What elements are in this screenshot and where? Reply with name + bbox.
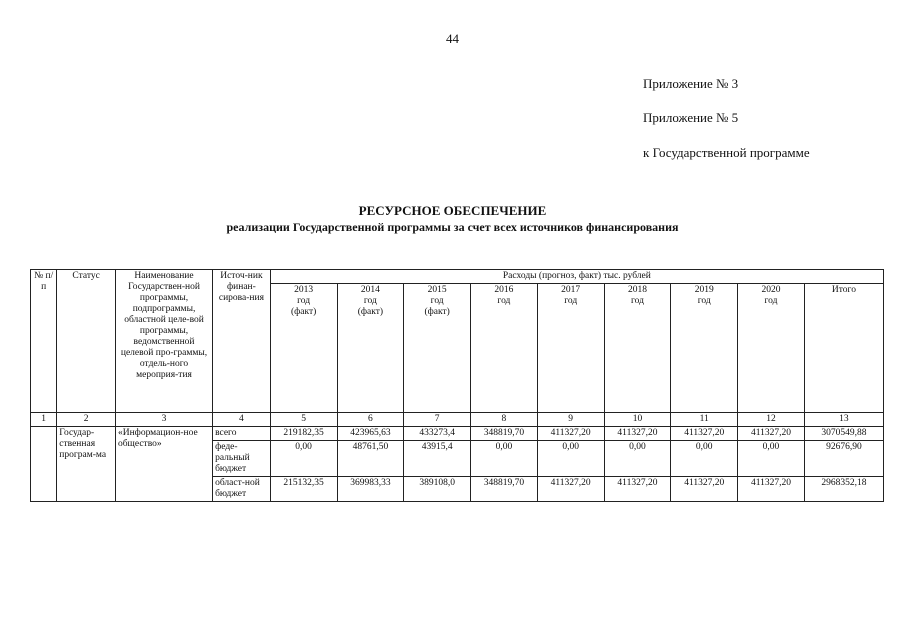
value-cell: 369983,33	[337, 477, 404, 502]
appendix-line-2: Приложение № 5	[643, 110, 739, 125]
year-header-year: 2018	[627, 285, 647, 295]
document-subtitle: реализации Государственной программы за счет всех источников финансирования	[226, 220, 679, 234]
column-number: 12	[738, 413, 805, 427]
value-cell: 0,00	[671, 441, 738, 477]
year-header-2016	[471, 284, 538, 413]
column-number: 2	[57, 413, 116, 427]
column-number: 1	[31, 413, 57, 427]
value-cell: 411327,20	[671, 477, 738, 502]
total-cell: 2968352,18	[804, 477, 883, 502]
column-number: 8	[471, 413, 538, 427]
column-number: 10	[604, 413, 671, 427]
value-cell: 411327,20	[738, 427, 805, 441]
header-source: Источ-ник финан-сирова-ния	[213, 270, 271, 413]
value-cell: 0,00	[537, 441, 604, 477]
year-header-year: 2017	[561, 285, 581, 295]
year-header-2017	[537, 284, 604, 413]
page-number: 44	[446, 31, 459, 46]
year-header-unit: год	[630, 296, 644, 306]
year-header-unit: год	[764, 296, 778, 306]
value-cell: 423965,63	[337, 427, 404, 441]
year-header-unit: год	[697, 296, 711, 306]
status-cell: Государ-ственная програм-ма	[57, 427, 116, 502]
value-cell: 348819,70	[471, 477, 538, 502]
header-expenses: Расходы (прогноз, факт) тыс. рублей	[270, 270, 883, 284]
total-cell: 3070549,88	[804, 427, 883, 441]
value-cell: 219182,35	[270, 427, 337, 441]
column-number: 13	[804, 413, 883, 427]
year-header-2013	[270, 284, 337, 413]
year-header-year: 2020	[761, 285, 781, 295]
year-header-unit: год	[564, 296, 578, 306]
column-number: 4	[213, 413, 271, 427]
value-cell: 433273,4	[404, 427, 471, 441]
value-cell: 0,00	[270, 441, 337, 477]
year-header-unit: год	[363, 296, 377, 306]
value-cell: 215132,35	[270, 477, 337, 502]
value-cell: 43915,4	[404, 441, 471, 477]
value-cell: 48761,50	[337, 441, 404, 477]
year-header-note: (факт)	[357, 307, 384, 317]
year-header-note: (факт)	[424, 307, 450, 317]
value-cell: 411327,20	[537, 477, 604, 502]
year-header-2019	[671, 284, 738, 413]
row-number-empty	[31, 427, 57, 502]
year-header-unit: год	[297, 296, 311, 306]
column-number: 6	[337, 413, 404, 427]
year-header-2015	[404, 284, 471, 413]
year-header-note: (факт)	[290, 307, 317, 317]
value-cell: 411327,20	[604, 427, 671, 441]
year-header-year: 2014	[360, 285, 380, 295]
value-cell: 411327,20	[537, 427, 604, 441]
value-cell: 0,00	[604, 441, 671, 477]
document-title: РЕСУРСНОЕ ОБЕСПЕЧЕНИЕ	[358, 203, 547, 218]
year-header-year: 2019	[694, 285, 714, 295]
column-number: 11	[671, 413, 738, 427]
resource-table	[30, 269, 884, 502]
source-regional: област-ной бюджет	[213, 477, 271, 502]
value-cell: 0,00	[471, 441, 538, 477]
year-header-unit: год	[430, 296, 444, 306]
header-total: Итого	[804, 284, 883, 413]
column-number: 9	[537, 413, 604, 427]
total-cell: 92676,90	[804, 441, 883, 477]
program-name-cell: «Информацион-ное общество»	[115, 427, 212, 502]
appendix-line-1: Приложение № 3	[643, 76, 739, 91]
column-number: 3	[115, 413, 212, 427]
year-header-unit: год	[497, 296, 511, 306]
value-cell: 411327,20	[671, 427, 738, 441]
year-header-2014	[337, 284, 404, 413]
appendix-line-3: к Государственной программе	[643, 145, 810, 160]
header-status: Статус	[57, 270, 116, 413]
year-header-year: 2016	[494, 285, 514, 295]
year-header-2018	[604, 284, 671, 413]
value-cell: 411327,20	[604, 477, 671, 502]
year-header-year: 2013	[294, 285, 314, 295]
year-header-2020	[738, 284, 805, 413]
source-total: всего	[213, 427, 271, 441]
source-federal: феде-ральный бюджет	[213, 441, 271, 477]
column-number: 5	[270, 413, 337, 427]
header-no: № п/п	[31, 270, 57, 413]
value-cell: 348819,70	[471, 427, 538, 441]
value-cell: 0,00	[738, 441, 805, 477]
value-cell: 411327,20	[738, 477, 805, 502]
value-cell: 389108,0	[404, 477, 471, 502]
year-header-year: 2015	[427, 285, 447, 295]
column-number: 7	[404, 413, 471, 427]
header-name: Наименование Государствен-ной программы, подпрограммы, областной целе-вой программы, ведомственной целевой про-граммы, отдель-ного мероприя-тия	[115, 270, 212, 413]
